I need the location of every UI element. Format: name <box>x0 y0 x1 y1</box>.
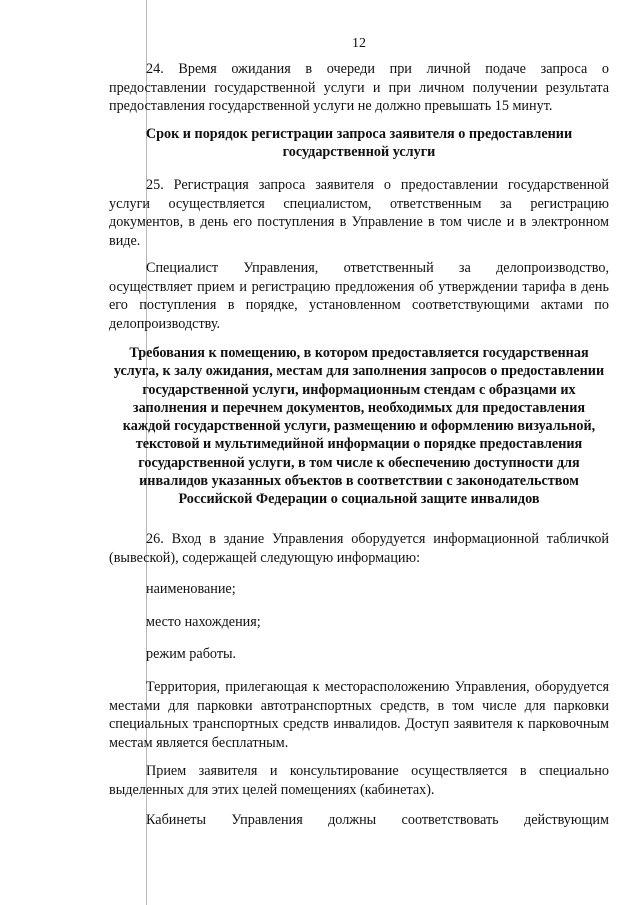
list-item-name: наименование; <box>146 581 236 597</box>
paragraph-specialist: Специалист Управления, ответственный за делопроизводство, осуществляет прием и регистрацию предложения об утверждении тарифа в день его поступления в порядке, установленном соответствующими актами по делопроизводству. <box>109 260 609 332</box>
paragraph-offices: Кабинеты Управления должны соответствовать действующим <box>146 812 609 828</box>
paragraph-24: 24. Время ожидания в очереди при личной подаче запроса о предоставлении государственной услуги и при личном получении результата предоставления государственной услуги не должно превышать 15 минут. <box>109 61 609 114</box>
page-number: 12 <box>352 36 366 51</box>
section-heading-registration: Срок и порядок регистрации запроса заявителя о предоставлении государственной услуги <box>145 126 573 161</box>
list-item-location: место нахождения; <box>146 614 261 630</box>
paragraph-26: 26. Вход в здание Управления оборудуется информационной табличкой (вывеской), содержащей следующую информацию: <box>109 531 609 566</box>
paragraph-territory: Территория, прилегающая к месторасположению Управления, оборудуется местами для парковки автотранспортных средств, в том числе для парковки специальных транспортных средств инвалидов. Доступ заявителя к парковочным местам является бесплатным. <box>109 679 609 751</box>
paragraph-25: 25. Регистрация запроса заявителя о предоставлении государственной услуги осуществляется специалистом, ответственным за регистрацию документов, в день его поступления в Управление в том числе и в электронном виде. <box>109 177 609 249</box>
section-heading-premises: Требования к помещению, в котором предоставляется государственная услуга, к залу ожидания, местам для заполнения запросов о предоставлении государственной услуги, информационным стендам с образцами их заполнения и перечнем документов, необходимых для предоставления каждой государственной услуги, размещению и оформлению визуальной, текстовой и мультимедийной информации о порядке предоставления государственной услуги, в том числе к обеспечению доступности для инвалидов указанных объектов в соответствии с законодательством Российской Федерации о социальной защите инвалидов <box>113 345 605 508</box>
paragraph-reception: Прием заявителя и консультирование осуществляется в специально выделенных для этих целей помещениях (кабинетах). <box>109 763 609 798</box>
list-item-hours: режим работы. <box>146 646 237 662</box>
